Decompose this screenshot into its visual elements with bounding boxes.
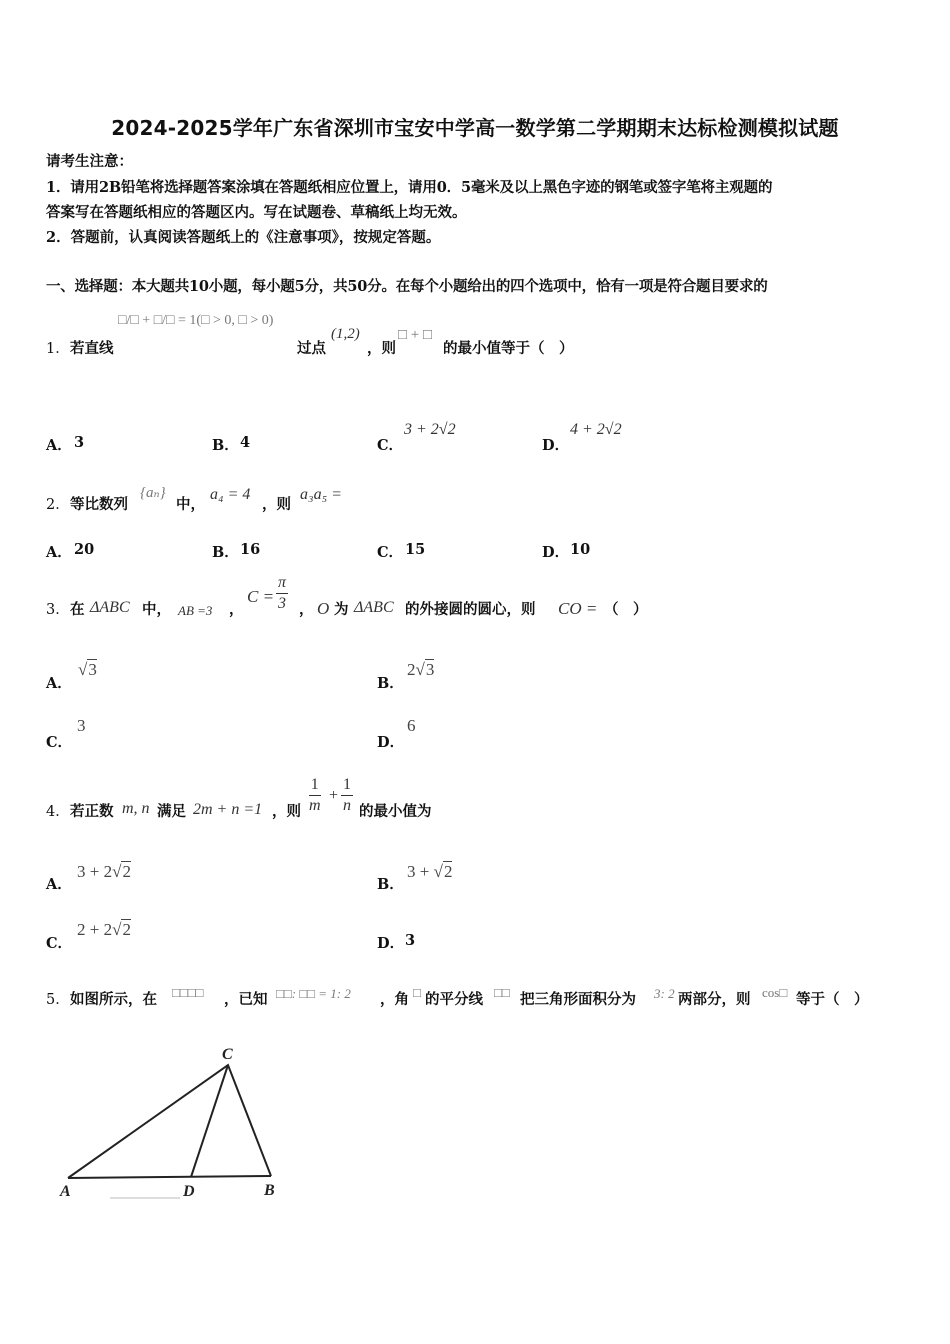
q5-text-4: 的平分线: [425, 991, 483, 1008]
q2-option-b-value: 16: [240, 541, 261, 558]
q1-text-1: 若直线: [70, 340, 114, 357]
label-a: A: [60, 1183, 71, 1200]
q4-plus: +: [329, 787, 339, 804]
q4-fraction-2-numerator: 1: [341, 777, 353, 796]
q4-number: 4．: [46, 804, 70, 820]
q2-condition: a₄ = 4: [210, 486, 251, 503]
q2-option-c-value: 15: [405, 541, 426, 558]
page-title: 2024-2025学年广东省深圳市宝安中学高一数学第二学期期末达标检测模拟试题: [111, 116, 839, 140]
q3-triangle: ΔABC: [90, 599, 130, 616]
notice-line-2: 答案写在答题纸相应的答题区内。写在试题卷、草稿纸上均无效。: [46, 204, 467, 221]
q3-option-a-value: √3: [78, 660, 97, 679]
q3-ab: AB =3: [178, 603, 213, 618]
q3-option-a-label: A．: [46, 675, 72, 692]
q1-option-a-value: 3: [74, 434, 85, 451]
notice-heading: 请考生注意：: [46, 153, 133, 170]
q1-text-4: 的最小值等于（ ）: [443, 340, 574, 357]
q5-text-7: 等于（ ）: [796, 991, 869, 1008]
q2-number: 2．: [46, 497, 70, 513]
q1-expression: □ + □: [398, 327, 433, 343]
q4-fraction-2-denominator: n: [343, 797, 351, 814]
q5-text-1: 如图所示，在: [70, 991, 157, 1008]
q4-fraction-1-denominator: m: [309, 797, 321, 814]
q4-fraction-1: [307, 777, 323, 814]
q1-option-a-label: A．: [46, 437, 72, 454]
q3-text-1: 在: [70, 601, 85, 618]
q4-option-a-label: A．: [46, 876, 72, 893]
q4-option-b-value: 3 + √2: [407, 862, 453, 881]
q3-option-d-value: 6: [407, 716, 416, 735]
q2-option-a-label: A．: [46, 544, 72, 561]
q4-text-4: 的最小值为: [359, 803, 432, 820]
notice-line-1: 1．请用2B铅笔将选择题答案涂填在答题纸相应位置上，请用0．5毫米及以上黑色字迹的钢笔或签字笔将主观题的: [46, 179, 773, 196]
q1-option-c-label: C．: [377, 437, 404, 454]
q4-condition: 2m + n =1: [193, 801, 263, 818]
q2-option-b-label: B．: [212, 544, 239, 561]
q1-option-d-label: D．: [542, 437, 570, 454]
triangle-outline: [68, 1065, 271, 1178]
label-b: B: [264, 1182, 275, 1199]
q5-text-5: 把三角形面积分为: [520, 991, 636, 1008]
q5-ratio: □□: □□ = 1: 2: [276, 986, 351, 1001]
q4-variables: m, n: [122, 800, 150, 817]
q5-text-6: 两部分，则: [678, 991, 751, 1008]
q3-center-o: O: [317, 599, 330, 618]
q1-text-3: ，则: [367, 340, 396, 357]
q4-option-c-label: C．: [46, 935, 73, 952]
q3-co: CO =: [558, 599, 598, 618]
q4-fraction-2: [341, 777, 353, 814]
q3-text-6: 的外接圆的圆心，则: [405, 601, 536, 618]
q4-option-c-value: 2 + 2√2: [77, 920, 131, 939]
q4-text-1: 若正数: [70, 803, 114, 820]
q1-line-equation: □/□ + □/□ = 1(□ > 0, □ > 0): [118, 313, 274, 328]
q2-option-d-value: 10: [570, 541, 591, 558]
q5-text-2: ，已知: [224, 991, 268, 1008]
q3-option-b-value: 2√3: [407, 660, 435, 679]
q3-triangle-2: ΔABC: [354, 599, 394, 616]
q5-area-ratio: 3: 2: [654, 986, 675, 1001]
label-c: C: [222, 1046, 233, 1063]
q3-option-c-value: 3: [77, 716, 86, 735]
bisector-cd: [191, 1065, 228, 1177]
q2-text-2: 中，: [176, 496, 205, 513]
q2-option-c-label: C．: [377, 544, 404, 561]
q3-text-7: （ ）: [604, 601, 648, 618]
q5-triangle: □□□□: [172, 985, 204, 1000]
q3-option-d-label: D．: [377, 734, 405, 751]
q2-option-a-value: 20: [74, 541, 95, 558]
q3-text-5: 为: [334, 601, 349, 618]
q1-option-d-value: 4 + 2√2: [570, 421, 622, 438]
q3-text-2: 中，: [142, 601, 171, 618]
q2-option-d-label: D．: [542, 544, 570, 561]
q3-number: 3．: [46, 602, 70, 618]
label-d: D: [183, 1183, 195, 1200]
q1-point: (1,2): [331, 326, 360, 342]
triangle-figure: [50, 1040, 310, 1205]
q3-text-4: ，: [299, 601, 314, 618]
q1-number: 1．: [46, 341, 70, 357]
q3-fraction-numerator: π: [276, 575, 288, 594]
q1-text-2: 过点: [297, 340, 326, 357]
q2-expression: a₃a₅ =: [300, 486, 342, 503]
q3-option-c-label: C．: [46, 734, 73, 751]
q4-text-3: ，则: [272, 803, 301, 820]
q5-cos: cos□: [762, 985, 788, 1000]
q1-option-c-value: 3 + 2√2: [404, 421, 456, 438]
q5-angle: □: [413, 985, 421, 1000]
triangle-figure-svg: [50, 1040, 310, 1205]
q1-option-b-value: 4: [240, 434, 251, 451]
q3-angle-fraction: [276, 575, 288, 612]
triangle-base-ab: [68, 1176, 271, 1178]
q4-option-a-value: 3 + 2√2: [77, 862, 131, 881]
q4-fraction-1-numerator: 1: [309, 777, 321, 796]
section-heading: 一、选择题：本大题共10小题，每小题5分，共50分。在每个小题给出的四个选项中，恰有一项是符合题目要求的: [46, 278, 768, 295]
notice-line-3: 2．答题前，认真阅读答题纸上的《注意事项》，按规定答题。: [46, 229, 441, 246]
q4-option-d-label: D．: [377, 935, 405, 952]
q5-text-3: ，角: [380, 991, 409, 1008]
q2-text-3: ，则: [262, 496, 291, 513]
q3-option-b-label: B．: [377, 675, 404, 692]
q4-option-d-value: 3: [405, 932, 416, 949]
q2-text-1: 等比数列: [70, 496, 128, 513]
q4-text-2: 满足: [157, 803, 186, 820]
q5-number: 5．: [46, 992, 70, 1008]
q4-option-b-label: B．: [377, 876, 404, 893]
q5-bisector: □□: [494, 985, 510, 1000]
q3-text-3: ，: [229, 601, 244, 618]
q3-angle-c: C =: [247, 587, 275, 606]
q2-sequence: {aₙ}: [140, 485, 166, 501]
q1-option-b-label: B．: [212, 437, 239, 454]
q3-fraction-denominator: 3: [278, 595, 286, 612]
